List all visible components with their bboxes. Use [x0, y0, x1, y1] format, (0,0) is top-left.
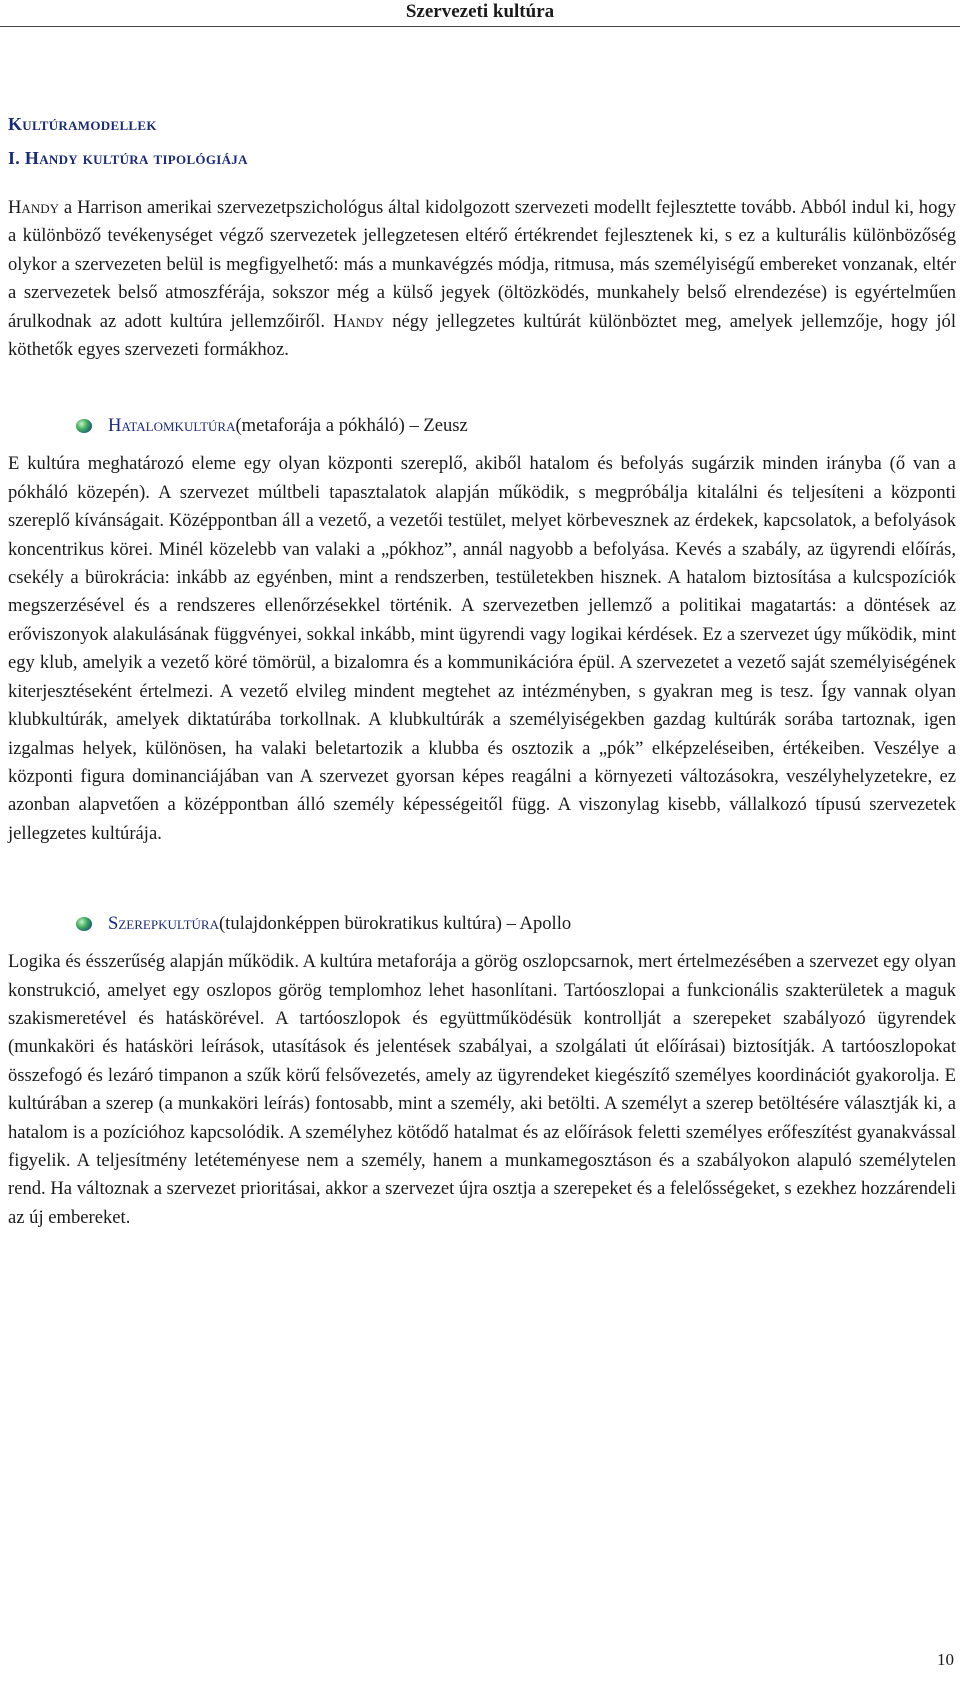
author-name-2: Handy: [333, 310, 385, 332]
role-culture-paragraph: Logika és ésszerűség alapján működik. A kultúra metaforája a görög oszlopcsarnok, mert értelmezésében a szervezet egy olyan konstrukció, amelyet egy oszlopos görög templomhoz lehet hasonlítani. Tartóoszlopai a funkcionális szakterületek a maguk szakismeretével és hatáskörével. A tartóoszlopok és együttműködésük kontrollját a szerepeket szabályozó ügyrendek (munkaköri és hatásköri leírások, utasítások és jelentések szabályai, a szolgálati út előírásai) biztosítják. A tartóoszlopokat összefogó és lezáró timpanon a szűk körű felsővezetés, amely az ügyrendeket kiegészítő személyes koordinációt gyakorolja. E kultúrában a szerep (a munkaköri leírás) fontosabb, mint a személy, aki betölti. A személyt a szerep betöltésére választják ki, a hatalom is a pozícióhoz kapcsolódik. A személyhez kötődő hatalmat és az előírások feletti személyes erőfeszítést gyanakvással figyelik. A teljesítmény letéteményese nem a személy, hanem a munkamegosztáson és a szabályokon alapuló személytelen rend. Ha változnak a szervezet prioritásai, akkor a szervezet újra osztja a szerepeket és a felelősségeket, s ezekhez hozzárendeli az új embereket.: [8, 951, 956, 1228]
power-culture-name: Hatalomkultúra: [108, 415, 236, 437]
section-title: Kultúramodellek: [8, 114, 157, 134]
role-culture-heading: [74, 910, 956, 938]
intro-paragraph: [8, 194, 956, 364]
author-name: Handy: [8, 197, 59, 218]
green-globe-bullet-icon: [74, 917, 94, 931]
green-globe-bullet-icon: [74, 419, 94, 433]
power-culture-paragraph: E kultúra meghatározó eleme egy olyan központi szereplő, akiből hatalom és befolyás sugárzik minden irányba (ő van a pókháló közepén). A szervezet múltbeli tapasztalatok alapján működik, s megpróbálja kitalálni és teljesíteni a központi szereplő kívánságait. Középpontban áll a vezető, a vezetői testület, melyet körbevesznek az érdekek, kapcsolatok, a befolyások koncentrikus körei. Minél közelebb van valaki a „pókhoz”, annál nagyobb a befolyása. Kevés a szabály, az ügyrendi előírás, csekély a bürokrácia: inkább az egyénben, mint a rendszerben, testületekben hisznek. A hatalom biztosítása a kulcspozíciók megszerzésével és a rendszeres ellenőrzésekkel történik. A szervezetben jellemző a politikai magatartás: a döntések az erőviszonyok alakulásának függvényei, sokkal inkább, mint ügyrendi vagy logikai kérdések. Ez a szervezet úgy működik, mint egy klub, amelyik a vezető köré tömörül, a bizalomra és a kommunikációra épül. A szervezetet a vezető saját személyiségének kiterjesztéseként értelmezi. A vezető elvileg mindent megtehet az intézményben, s gyakran meg is tesz. Így vannak olyan klubkultúrák, amelyek diktatúrába torkollnak. A klubkultúrák a személyiségekben gazdag kultúrák sorába tartoznak, igen izgalmas helyek, különösen, ha valaki beletartozik a klubba és osztozik a „pók” elképzeléseiben, értékeiben. Veszélye a központi figura dominanciájában van A szervezet gyorsan képes reagálni a környezeti változásokra, veszélyhelyzetekre, ez azonban alapvetően a középpontban álló személy képességeitől függ. A viszonylag kisebb, vállalkozó típusú szervezetek jellegzetes kultúrája.: [8, 453, 956, 844]
power-culture-subtitle: (metaforája a pókháló) – Zeusz: [235, 415, 468, 437]
role-culture-name: Szerepkultúra: [108, 913, 219, 935]
role-culture-subtitle: (tulajdonképpen bürokratikus kultúra) – Apollo: [218, 913, 572, 935]
intro-text-2: négy jellegzetes kultúrát különböztet meg, amelyek jellemzője, hogy jól köthetők egyes szervezeti formákhoz.: [8, 310, 956, 361]
page-number: 10: [937, 1650, 954, 1669]
intro-text: a Harrison amerikai szervezetpszichológus által kidolgozott szervezeti modellt fejlesztette tovább. Abból indul ki, hogy a különböző tevékenységet végző szervezetek jellegzetesen eltérő értékrendet fejlesztenek ki, s ez a kulturális különbözőség olykor a szervezeten belül is megfigyelhető: más a munkavégzés módja, ritmusa, más személyiségű embereket vonzanak, eltér a szervezetek belső atmoszférája, sokszor még a külső jegyek (öltözködés, munkahely belső elrendezése) is egyértelműen árulkodnak az adott kultúra jellemzőiről.: [8, 197, 956, 332]
running-header: Szervezeti kultúra: [0, 0, 960, 27]
subsection-title: I. Handy kultúra tipológiája: [8, 148, 248, 168]
page-body: [8, 108, 956, 1232]
power-culture-heading: [74, 412, 956, 440]
